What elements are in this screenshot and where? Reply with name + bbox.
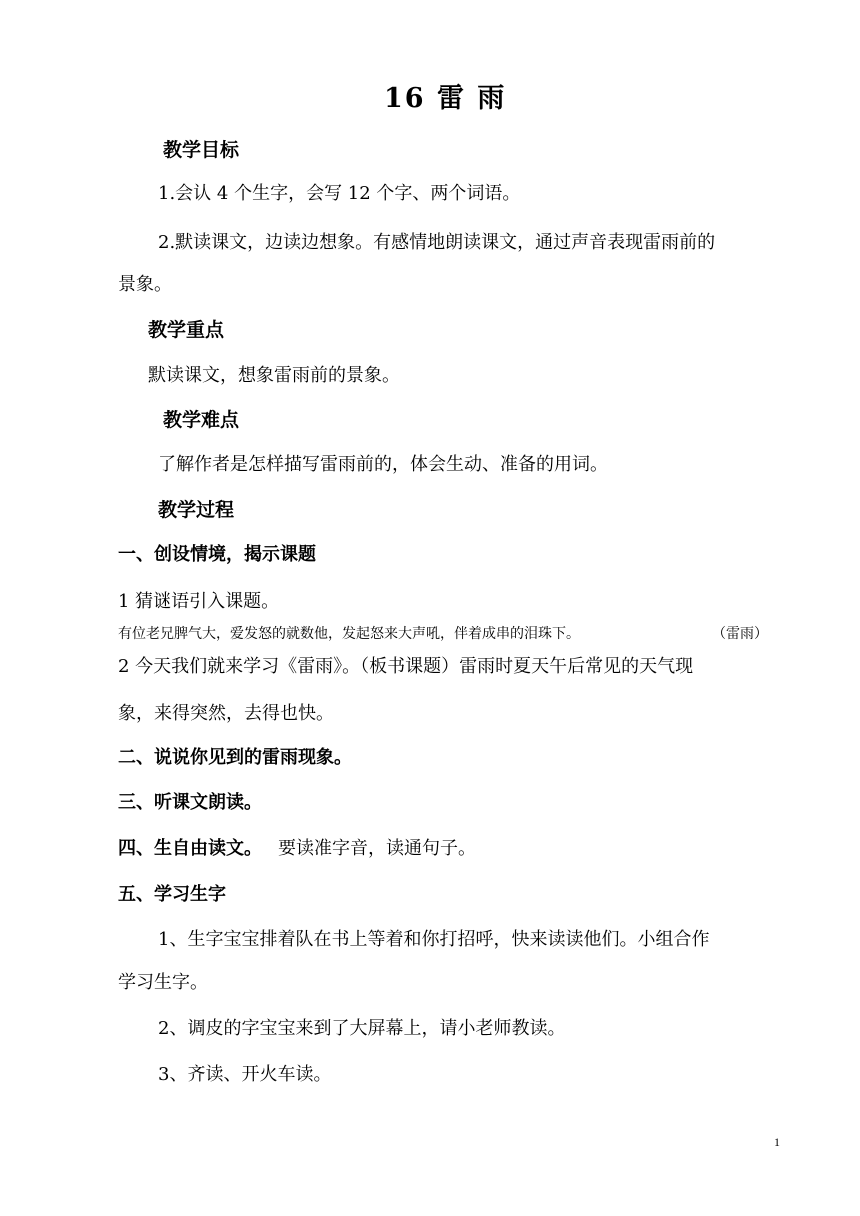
process-heading: 教学过程: [158, 499, 235, 521]
step-4-heading: 四、生自由读文。: [118, 838, 262, 859]
step-5-item-3: 3、齐读、开火车读。: [158, 1064, 332, 1085]
key-text: 默读课文，想象雷雨前的景象。: [148, 365, 400, 386]
goals-heading: 教学目标: [163, 139, 240, 161]
step-4-text: 要读准字音，读通句子。: [278, 838, 476, 859]
step-3-heading: 三、听课文朗读。: [118, 792, 262, 813]
page-number: 1: [774, 1135, 780, 1149]
goal-2-line-2: 景象。: [118, 274, 172, 295]
riddle-text: 有位老兄脾气大，爱发怒的就数他，发起怒来大声吼，伴着成串的泪珠下。: [118, 626, 580, 642]
step-5-item-1-line-1: 1、生字宝宝排着队在书上等着和你打招呼，快来读读他们。小组合作: [158, 929, 710, 950]
step-5-item-1-line-2: 学习生字。: [118, 972, 208, 993]
page-title: 16 雷 雨: [384, 83, 507, 114]
goal-1: 1.会认 4 个生字，会写 12 个字、两个词语。: [158, 183, 521, 204]
step-1-item-1: 1 猜谜语引入课题。: [118, 591, 280, 612]
step-5-item-2: 2、调皮的字宝宝来到了大屏幕上，请小老师教读。: [158, 1018, 566, 1039]
step-5-heading: 五、学习生字: [118, 884, 226, 905]
step-1-item-2-line-1: 2 今天我们就来学习《雷雨》。（板书课题）雷雨时夏天午后常见的天气现: [118, 656, 694, 677]
step-2-heading: 二、说说你见到的雷雨现象。: [118, 747, 352, 768]
riddle-answer: （雷雨）: [712, 626, 768, 642]
goal-2-line-1: 2.默读课文，边读边想象。有感情地朗读课文，通过声音表现雷雨前的: [158, 232, 716, 253]
difficulty-heading: 教学难点: [163, 409, 240, 431]
difficulty-text: 了解作者是怎样描写雷雨前的，体会生动、准备的用词。: [158, 454, 608, 475]
step-1-heading: 一、创设情境，揭示课题: [118, 544, 316, 565]
step-1-item-2-line-2: 象，来得突然，去得也快。: [118, 703, 334, 724]
key-heading: 教学重点: [148, 319, 225, 341]
